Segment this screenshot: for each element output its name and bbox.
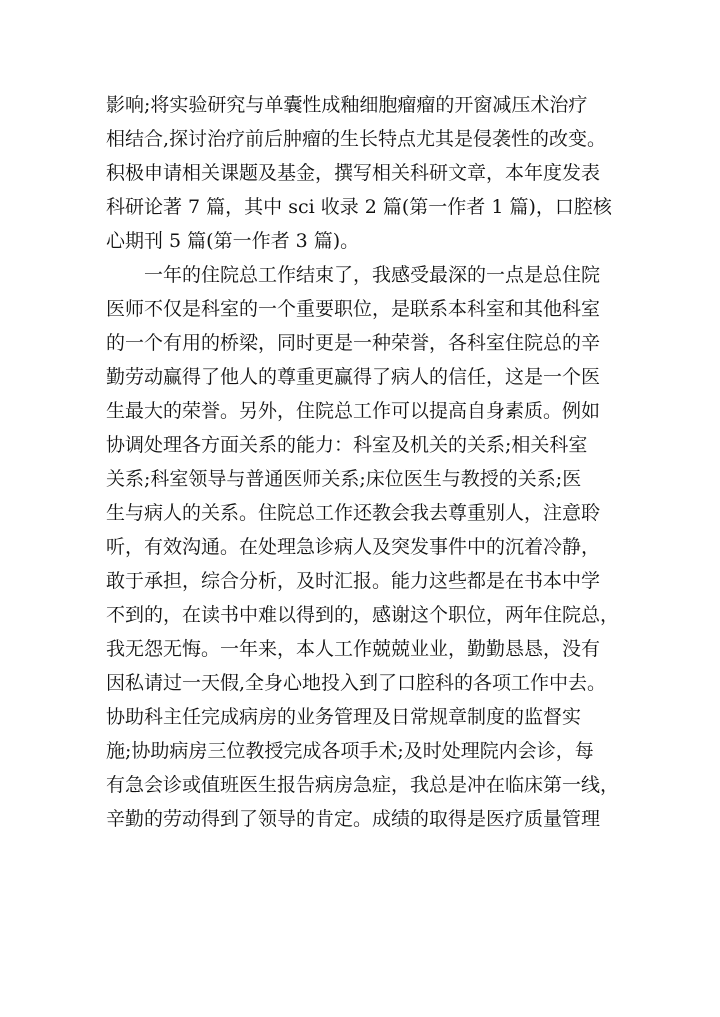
- text-line: 积极申请相关课题及基金，撰写相关科研文章，本年度发表: [106, 162, 601, 184]
- document-body: [106, 88, 626, 836]
- text-line: 关系;科室领导与普通医师关系;床位医生与教授的关系;医: [106, 468, 582, 490]
- text-line: 听，有效沟通。在处理急诊病人及突发事件中的沉着冷静，: [106, 536, 601, 558]
- text-line: 勤劳动赢得了他人的尊重更赢得了病人的信任，这是一个医: [106, 366, 601, 388]
- text-line: 科研论著 7 篇，其中 sci 收录 2 篇(第一作者 1 篇)，口腔核: [106, 196, 612, 218]
- text-line: 协调处理各方面关系的能力：科室及机关的关系;相关科室: [106, 434, 588, 456]
- text-line: 敢于承担，综合分析，及时汇报。能力这些都是在书本中学: [106, 570, 601, 592]
- text-line: 一年的住院总工作结束了，我感受最深的一点是总住院: [106, 264, 601, 286]
- text-line: 的一个有用的桥梁，同时更是一种荣誉，各科室住院总的辛: [106, 332, 601, 354]
- text-line: 施;协助病房三位教授完成各项手术;及时处理院内会诊，每: [106, 740, 594, 762]
- text-line: 相结合,探讨治疗前后肿瘤的生长特点尤其是侵袭性的改变。: [106, 128, 607, 150]
- text-line: 我无怨无悔。一年来，本人工作兢兢业业，勤勤恳恳，没有: [106, 638, 601, 660]
- text-line: 心期刊 5 篇(第一作者 3 篇)。: [106, 230, 360, 252]
- text-line: 影响;将实验研究与单囊性成釉细胞瘤瘤的开窗减压术治疗: [106, 94, 588, 116]
- text-line: 因私请过一天假,全身心地投入到了口腔科的各项工作中去。: [106, 672, 607, 694]
- text-line: 有急会诊或值班医生报告病房急症，我总是冲在临床第一线，: [106, 774, 620, 796]
- text-line: 医师不仅是科室的一个重要职位，是联系本科室和其他科室: [106, 298, 601, 320]
- text-line: 协助科主任完成病房的业务管理及日常规章制度的监督实: [106, 706, 582, 728]
- text-line: 生与病人的关系。住院总工作还教会我去尊重别人，注意聆: [106, 502, 601, 524]
- text-line: 生最大的荣誉。另外，住院总工作可以提高自身素质。例如: [106, 400, 601, 422]
- text-line: 辛勤的劳动得到了领导的肯定。成绩的取得是医疗质量管理: [106, 808, 601, 830]
- text-line: 不到的，在读书中难以得到的，感谢这个职位，两年住院总，: [106, 604, 620, 626]
